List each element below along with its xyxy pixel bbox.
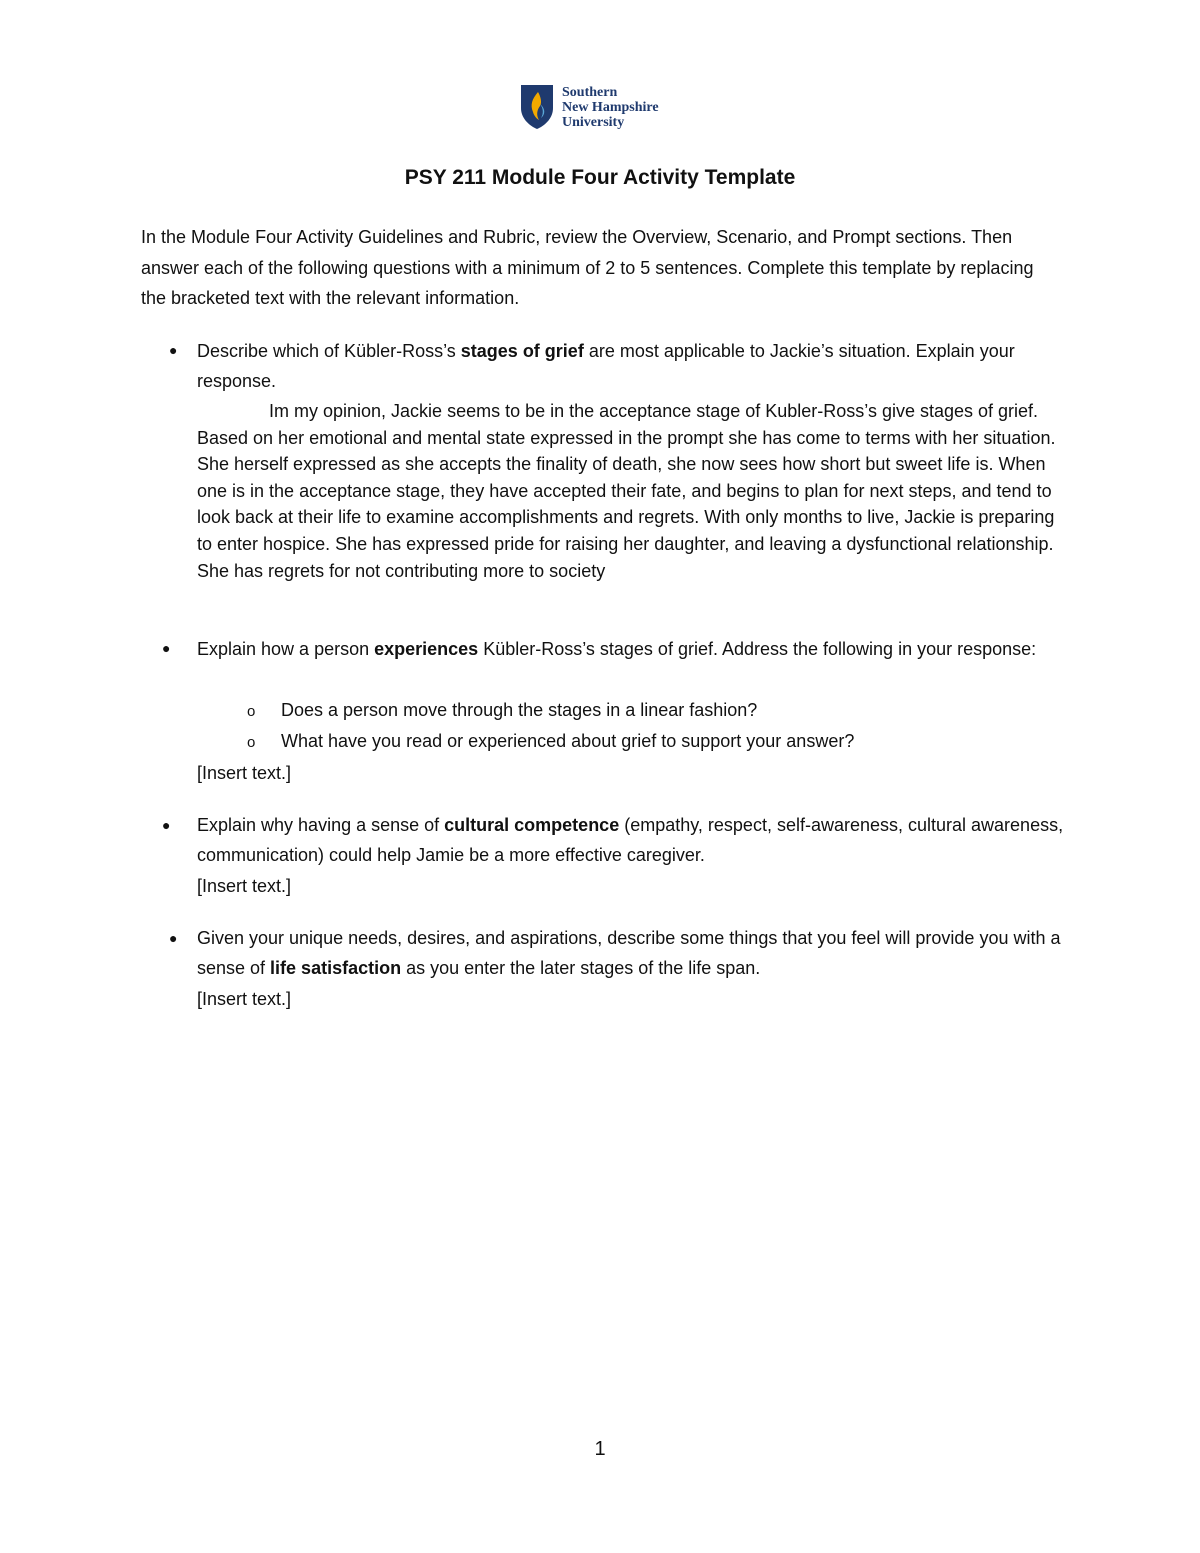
- question-2-pre: Explain how a person: [197, 639, 375, 659]
- question-4: [197, 923, 1067, 983]
- question-3: [197, 810, 1067, 870]
- answer-1-text: Im my opinion, Jackie seems to be in the acceptance stage of Kubler-Ross’s give stages of grief. Based on her emotional and mental state expressed in the prompt she has come to terms with her situation. She herself expressed as she accepts the finality of death, she now sees how short but sweet life is. When one is in the acceptance stage, they have accepted their fate, and begins to plan for next steps, and tend to look back at their life to examine accomplishments and regrets. With only months to live, Jackie is preparing to enter hospice. She has expressed pride for raising her daughter, and leaving a dysfunctional relationship. She has regrets for not contributing more to society: [197, 401, 1056, 581]
- shield-flame-icon: [520, 84, 554, 130]
- question-1: [197, 336, 1067, 396]
- page-number: 1: [594, 1438, 606, 1460]
- question-2-post: Kübler-Ross’s stages of grief. Address the following in your response:: [478, 639, 1037, 659]
- question-4-keyword: life satisfaction: [270, 958, 402, 978]
- bullet-4: ●: [169, 930, 178, 946]
- sub-bullet-1: o: [247, 703, 256, 720]
- question-2-sub-2: What have you read or experienced about grief to support your answer?: [281, 731, 855, 751]
- page-title: PSY 211 Module Four Activity Template: [404, 166, 796, 189]
- question-3-pre: Explain why having a sense of: [197, 815, 445, 835]
- logo-line-3: University: [562, 114, 625, 130]
- question-4-pre: Given your unique needs, desires, and aspirations, describe some things that you feel will provide you with a sense of: [197, 928, 1061, 978]
- logo-line-2: New Hampshire: [562, 99, 659, 115]
- question-1-post: are most applicable to Jackie’s situation. Explain your response.: [197, 341, 1015, 391]
- question-3-keyword: cultural competence: [444, 815, 620, 835]
- question-1-pre: Describe which of Kübler-Ross’s: [197, 341, 461, 361]
- answer-1: [197, 398, 1067, 584]
- question-4-post: as you enter the later stages of the life span.: [401, 958, 761, 978]
- logo-wordmark: [562, 85, 659, 130]
- answer-3-placeholder: [Insert text.]: [197, 876, 292, 896]
- bullet-1: ●: [169, 342, 178, 358]
- logo-line-1: Southern: [562, 84, 618, 100]
- question-3-post: (empathy, respect, self-awareness, cultural awareness, communication) could help Jamie be a more effective caregiver.: [197, 815, 1064, 865]
- question-2-keyword: experiences: [374, 639, 479, 659]
- sub-bullet-2: o: [247, 734, 256, 751]
- bullet-3: ●: [162, 817, 171, 833]
- answer-2-placeholder: [Insert text.]: [197, 763, 292, 783]
- question-2: [197, 634, 1067, 664]
- question-1-keyword: stages of grief: [460, 341, 584, 361]
- answer-4-placeholder: [Insert text.]: [197, 989, 292, 1009]
- intro-paragraph: In the Module Four Activity Guidelines and Rubric, review the Overview, Scenario, and Prompt sections. Then answer each of the following questions with a minimum of 2 to 5 sentences. Complete this template by replacing the bracketed text with the relevant information.: [141, 227, 1034, 308]
- bullet-2: ●: [162, 640, 171, 656]
- question-2-sub-1: Does a person move through the stages in a linear fashion?: [281, 700, 758, 720]
- snhu-logo: [520, 84, 659, 130]
